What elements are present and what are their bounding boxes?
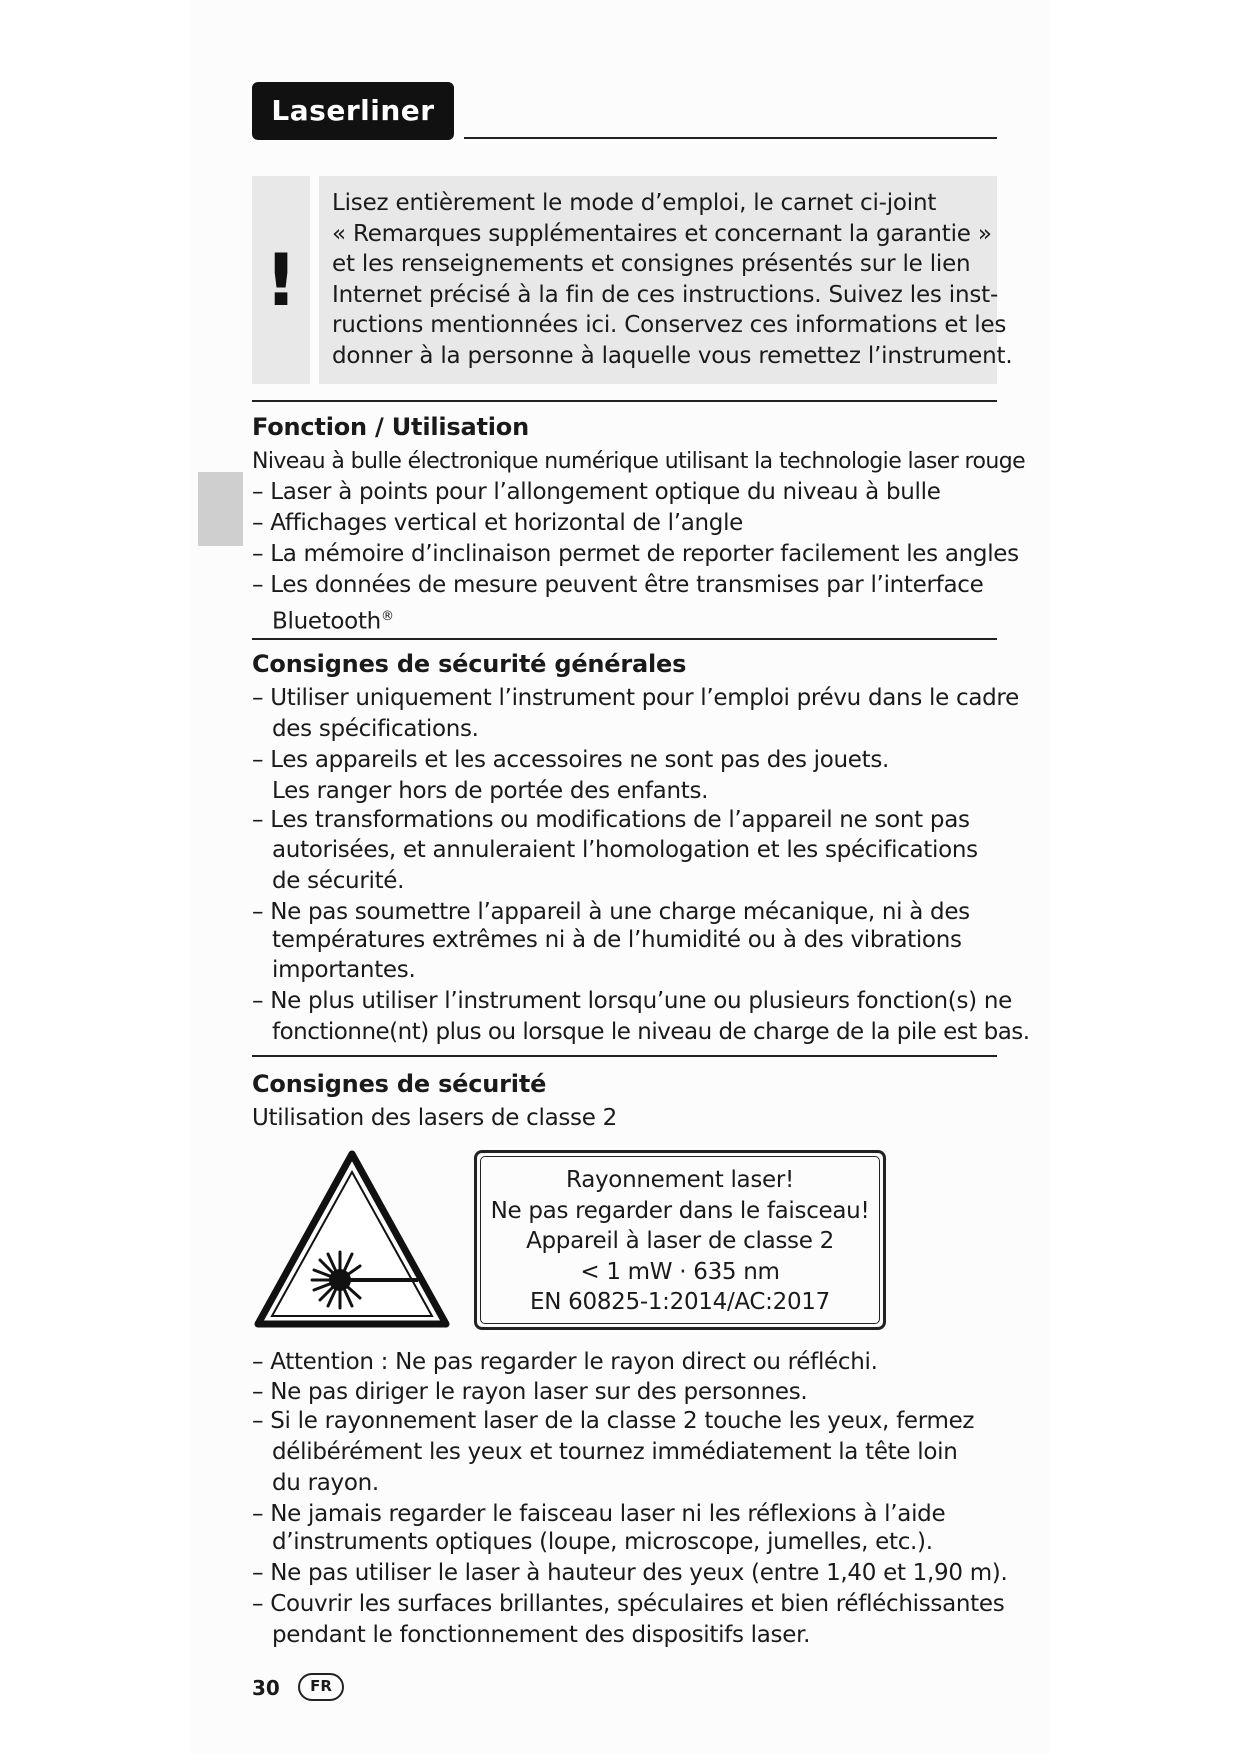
laser-label-line: EN 60825-1:2014/AC:2017 (530, 1289, 830, 1315)
registered-mark: ® (380, 609, 394, 624)
safety-subtitle: Utilisation des lasers de classe 2 (252, 1105, 617, 1131)
function-item: – Laser à points pour l’allongement optique du niveau à bulle (252, 479, 941, 505)
header-rule (464, 137, 997, 139)
laser-label-frame (480, 1156, 880, 1324)
laser-label-line: Appareil à laser de classe 2 (526, 1228, 834, 1254)
laser-safety-item: – Couvrir les surfaces brillantes, spéculaires et bien réfléchissantes (252, 1591, 1005, 1617)
laser-safety-item-continued: délibérément les yeux et tournez immédiatement la tête loin (272, 1439, 958, 1465)
notice-line: « Remarques supplémentaires et concernant la garantie » (332, 220, 992, 247)
laser-label-line: Rayonnement laser! (566, 1167, 794, 1193)
safety-item: – Ne plus utiliser l’instrument lorsqu’une ou plusieurs fonction(s) ne (252, 988, 1012, 1014)
notice-line: et les renseignements et consignes présentés sur le lien (332, 251, 971, 277)
laser-safety-item: – Ne jamais regarder le faisceau laser ni les réflexions à l’aide (252, 1501, 946, 1527)
safety-item: – Les appareils et les accessoires ne sont pas des jouets. (252, 747, 890, 773)
section-divider (252, 400, 997, 402)
safety-item: – Les transformations ou modifications de l’appareil ne sont pas (252, 807, 970, 833)
safety-item-continued: températures extrêmes ni à de l’humidité ou à des vibrations (272, 927, 962, 953)
laser-safety-item-continued: d’instruments optiques (loupe, microscope, jumelles, etc.). (272, 1529, 933, 1555)
laser-safety-item-continued: pendant le fonctionnement des dispositifs laser. (272, 1622, 811, 1648)
section-divider (252, 638, 997, 640)
laser-safety-item: – Ne pas diriger le rayon laser sur des personnes. (252, 1379, 808, 1405)
safety-item-continued: fonctionne(nt) plus ou lorsque le niveau de charge de la pile est bas. (272, 1019, 1030, 1045)
notice-line: Lisez entièrement le mode d’emploi, le carnet ci-joint (332, 190, 937, 216)
function-item: – Affichages vertical et horizontal de l’angle (252, 510, 744, 536)
laser-class-label (474, 1150, 886, 1330)
section-marker-tab (198, 472, 243, 546)
safety-title: Consignes de sécurité (252, 1070, 547, 1098)
safety-item-continued: importantes. (272, 957, 416, 983)
language-badge: FR (298, 1673, 344, 1701)
laser-warning-triangle-icon (252, 1148, 452, 1330)
page-number: 30 (252, 1676, 280, 1700)
function-section-title: Fonction / Utilisation (252, 413, 529, 441)
function-intro: Niveau à bulle électronique numérique utilisant la technologie laser rouge (252, 449, 1026, 474)
safety-item-continued: de sécurité. (272, 868, 405, 894)
laser-safety-item: – Ne pas utiliser le laser à hauteur des yeux (entre 1,40 et 1,90 m). (252, 1560, 1008, 1586)
safety-item: – Utiliser uniquement l’instrument pour l’emploi prévu dans le cadre (252, 685, 1019, 711)
function-item: – La mémoire d’inclinaison permet de reporter facilement les angles (252, 541, 1019, 567)
section-divider (252, 1055, 997, 1057)
notice-line: ructions mentionnées ici. Conservez ces informations et les (332, 312, 1007, 338)
laser-label-line: Ne pas regarder dans le faisceau! (490, 1197, 870, 1224)
laser-safety-item: – Si le rayonnement laser de la classe 2 touche les yeux, fermez (252, 1408, 975, 1434)
bluetooth-text: Bluetooth (272, 608, 381, 635)
laser-safety-item: – Attention : Ne pas regarder le rayon direct ou réfléchi. (252, 1349, 878, 1375)
exclamation-icon: ! (252, 176, 310, 384)
function-item: – Les données de mesure peuvent être transmises par l’interface (252, 572, 984, 598)
laser-safety-item-continued: du rayon. (272, 1470, 379, 1496)
general-safety-title: Consignes de sécurité générales (252, 650, 687, 678)
notice-box (319, 176, 1013, 384)
notice-line: donner à la personne à laquelle vous remettez l’instrument. (332, 342, 1013, 369)
safety-item: – Ne pas soumettre l’appareil à une charge mécanique, ni à des (252, 899, 970, 925)
safety-item-continued: autorisées, et annuleraient l’homologation et les spécifications (272, 837, 978, 863)
safety-item-continued: des spécifications. (272, 716, 479, 742)
notice-line: Internet précisé à la fin de ces instructions. Suivez les inst- (332, 281, 999, 308)
brand-logo: Laserliner (252, 82, 454, 140)
laser-label-line: < 1 mW · 635 nm (580, 1258, 780, 1285)
function-item-continued (252, 601, 394, 638)
safety-item-continued: Les ranger hors de portée des enfants. (272, 778, 709, 804)
